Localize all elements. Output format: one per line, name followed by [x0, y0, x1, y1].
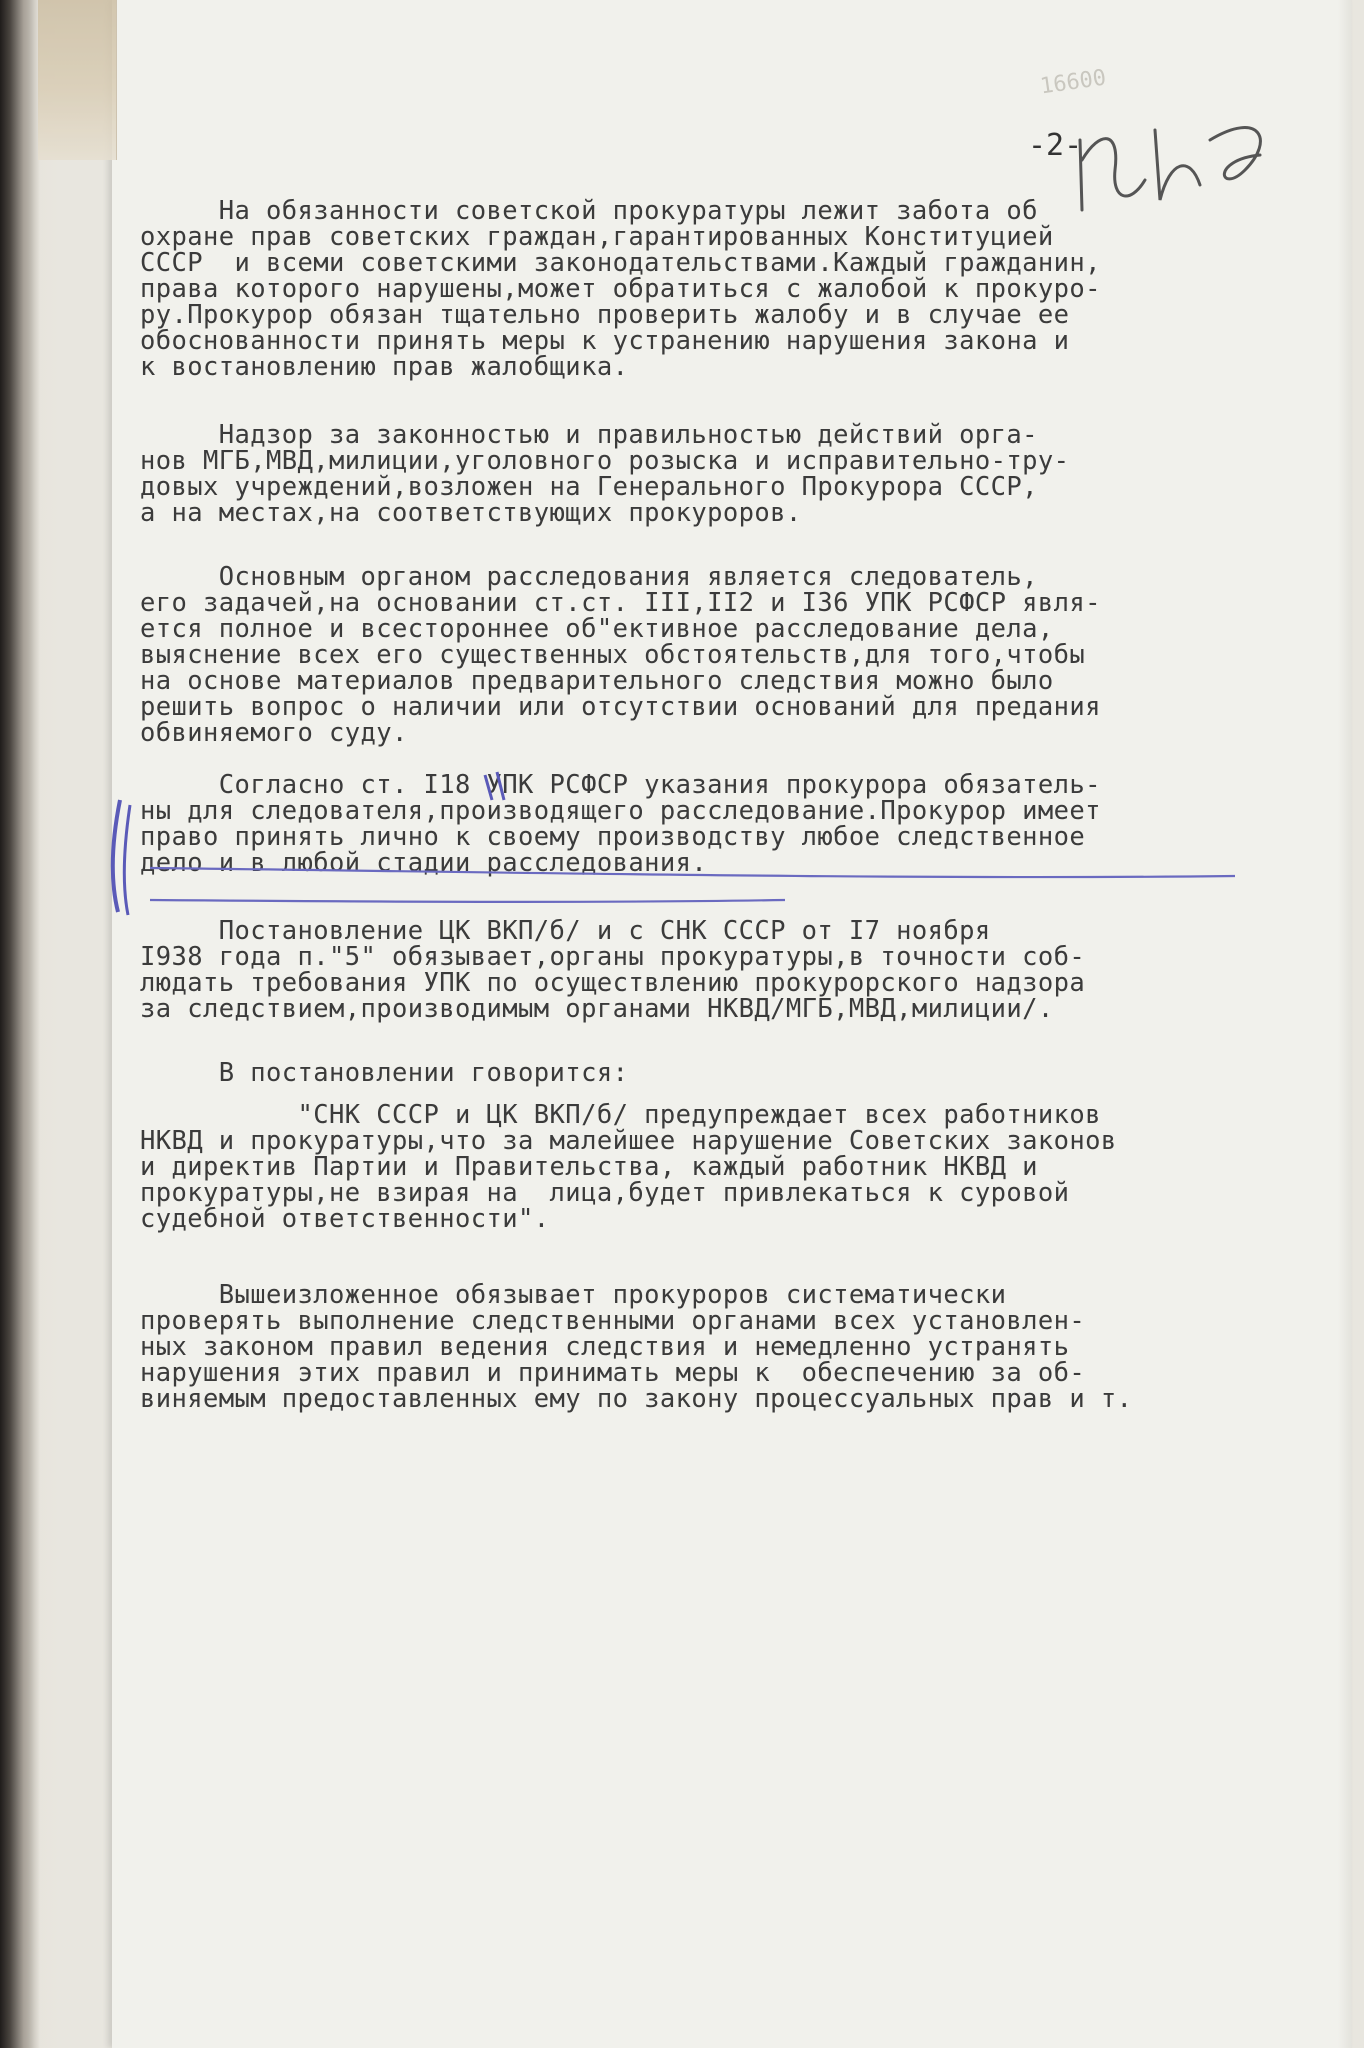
archive-number: 16600	[1038, 65, 1108, 100]
text-line: Надзор за законностью и правильностью действий орга-	[140, 420, 1038, 450]
text-line: нов МГБ,МВД,милиции,уголовного розыска и исправительно-тру-	[140, 446, 1070, 476]
binding-edge	[0, 0, 40, 2048]
paragraph	[140, 918, 1085, 1022]
text-line: обоснованности принять меры к устранению нарушения закона и	[140, 326, 1070, 356]
text-line: СССР и всеми советскими законодательствами.Каждый гражданин,	[140, 248, 1101, 278]
paragraph	[140, 198, 1101, 380]
text-line: Согласно ст. I18 УПК РСФСР указания прокурора обязатель-	[140, 770, 1101, 800]
text-line: за следствием,производимым органами НКВД/МГБ,МВД,милиции/.	[140, 994, 1054, 1024]
paragraph	[140, 1060, 628, 1086]
text-line: ру.Прокурор обязан тщательно проверить жалобу и в случае ее	[140, 300, 1070, 330]
text-line: людать требования УПК по осуществлению прокурорского надзора	[140, 968, 1086, 998]
text-line: права которого нарушены,может обратиться с жалобой к прокуро-	[140, 274, 1101, 304]
text-line: судебной ответственности".	[140, 1204, 550, 1234]
text-line: нарушения этих правил и принимать меры к обеспечению за об-	[140, 1358, 1086, 1388]
text-line: а на местах,на соответствующих прокуроров.	[140, 498, 802, 528]
text-line: ных законом правил ведения следствия и немедленно устранять	[140, 1332, 1070, 1362]
text-line: прокуратуры,не взирая на лица,будет привлекаться к суровой	[140, 1178, 1070, 1208]
tape-strip	[38, 0, 117, 160]
text-line: и директив Партии и Правительства, каждый работник НКВД и	[140, 1152, 1038, 1182]
text-line: проверять выполнение следственными органами всех установлен-	[140, 1306, 1086, 1336]
text-line: охране прав советских граждан,гарантированных Конституцией	[140, 222, 1054, 252]
text-line: "СНК СССР и ЦК ВКП/б/ предупреждает всех работников	[140, 1100, 1101, 1130]
text-line: его задачей,на основании ст.ст. III,II2 и I36 УПК РСФСР явля-	[140, 588, 1101, 618]
paragraph	[140, 422, 1069, 526]
text-line: Основным органом расследования является следователь,	[140, 562, 1038, 592]
text-line: виняемым предоставленных ему по закону процессуальных прав и т.	[140, 1384, 1133, 1414]
text-line: довых учреждений,возложен на Генерального Прокурора СССР,	[140, 472, 1038, 502]
page-number: -2-	[1028, 128, 1083, 163]
text-line: решить вопрос о наличии или отсутствии оснований для предания	[140, 692, 1101, 722]
text-line: НКВД и прокуратуры,что за малейшее нарушение Советских законов	[140, 1126, 1117, 1156]
text-line: ны для следователя,производящего расследование.Прокурор имеет	[140, 796, 1101, 826]
text-line: дело и в любой стадии расследования.	[140, 848, 708, 878]
text-line: I938 года п."5" обязывает,органы прокуратуры,в точности соб-	[140, 942, 1086, 972]
text-line: право принять лично к своему производству любое следственное	[140, 822, 1086, 852]
text-line: В постановлении говорится:	[140, 1058, 629, 1088]
text-line: выяснение всех его существенных обстоятельств,для того,чтобы	[140, 640, 1086, 670]
paragraph	[140, 1282, 1132, 1412]
paragraph	[140, 772, 1101, 876]
text-line: к востановлению прав жалобщика.	[140, 352, 629, 382]
paragraph	[140, 564, 1101, 746]
text-line: Вышеизложенное обязывает прокуроров систематически	[140, 1280, 1007, 1310]
page-edge	[1338, 0, 1352, 2048]
text-line: Постановление ЦК ВКП/б/ и с СНК СССР от I7 ноября	[140, 916, 991, 946]
text-line: на основе материалов предварительного следствия можно было	[140, 666, 1054, 696]
paragraph	[140, 1102, 1117, 1232]
text-line: обвиняемого суду.	[140, 718, 408, 748]
text-line: На обязанности советской прокуратуры лежит забота об	[140, 196, 1038, 226]
text-line: ется полное и всестороннее об"ективное расследование дела,	[140, 614, 1054, 644]
